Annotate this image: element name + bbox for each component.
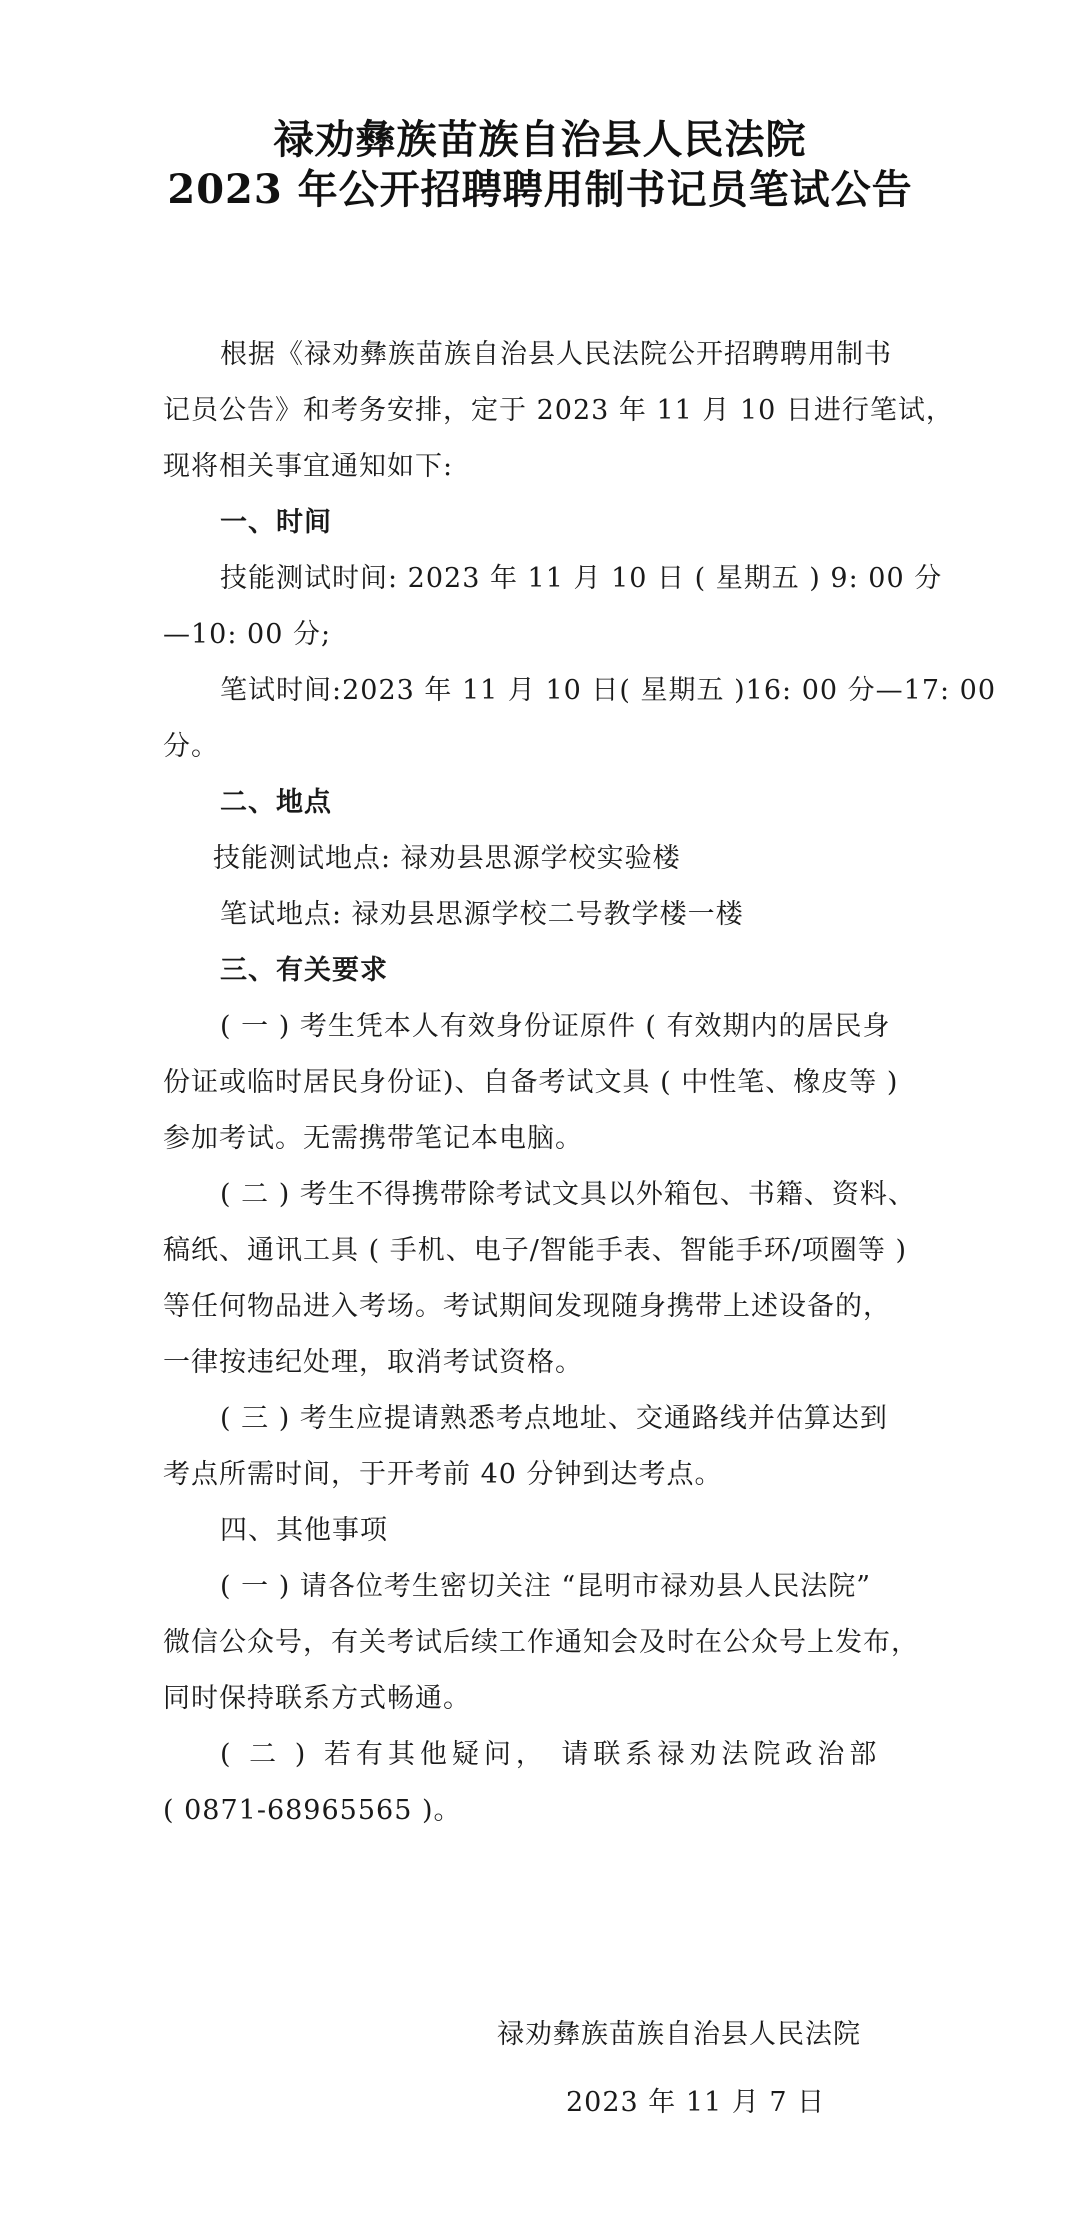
req1-line-2: 份证或临时居民身份证)、自备考试文具 ( 中性笔、橡皮等 )	[163, 1067, 899, 1098]
req2-line-4: 一律按违纪处理，取消考试资格。	[163, 1347, 583, 1378]
skill-time-line-1: 技能测试时间: 2023 年 11 月 10 日 ( 星期五 ) 9: 00 分	[220, 563, 943, 594]
written-time-line-1: 笔试时间:2023 年 11 月 10 日( 星期五 )16: 00 分—17: 00	[220, 675, 997, 706]
skill-place: 技能测试地点: 禄劝县思源学校实验楼	[213, 843, 681, 874]
req3-line-1: ( 三 ) 考生应提请熟悉考点地址、交通路线并估算达到	[220, 1403, 888, 1434]
intro-line-3: 现将相关事宜通知如下:	[163, 451, 454, 482]
other1-line-2: 微信公众号，有关考试后续工作通知会及时在公众号上发布，	[163, 1627, 919, 1658]
written-time-line-2: 分。	[163, 731, 219, 762]
intro-line-1: 根据《禄劝彝族苗族自治县人民法院公开招聘聘用制书	[220, 339, 892, 370]
section4-heading: 四、其他事项	[220, 1515, 388, 1546]
section3-heading: 三、有关要求	[220, 955, 388, 986]
section1-heading: 一、时间	[220, 507, 332, 538]
req2-line-2: 稿纸、通讯工具 ( 手机、电子/智能手表、智能手环/项圈等 )	[163, 1235, 908, 1266]
other1-line-1: ( 一 ) 请各位考生密切关注 “昆明市禄劝县人民法院”	[220, 1571, 872, 1602]
other1-line-3: 同时保持联系方式畅通。	[163, 1683, 471, 1714]
req3-line-2: 考点所需时间，于开考前 40 分钟到达考点。	[163, 1459, 723, 1490]
written-place: 笔试地点: 禄劝县思源学校二号教学楼一楼	[220, 899, 744, 930]
req2-line-3: 等任何物品进入考场。考试期间发现随身携带上述设备的，	[163, 1291, 891, 1322]
title-line-2: 2023 年公开招聘聘用制书记员笔试公告	[167, 166, 913, 213]
other2-line-1: ( 二 ) 若有其他疑问， 请联系禄劝法院政治部	[220, 1739, 882, 1770]
title-line-1: 禄劝彝族苗族自治县人民法院	[273, 116, 807, 163]
req1-line-3: 参加考试。无需携带笔记本电脑。	[163, 1123, 583, 1154]
req1-line-1: ( 一 ) 考生凭本人有效身份证原件 ( 有效期内的居民身	[220, 1011, 891, 1042]
intro-line-2: 记员公告》和考务安排，定于 2023 年 11 月 10 日进行笔试，	[163, 395, 954, 426]
req2-line-1: ( 二 ) 考生不得携带除考试文具以外箱包、书籍、资料、	[220, 1179, 916, 1210]
section2-heading: 二、地点	[220, 787, 332, 818]
other2-line-2: ( 0871-68965565 )。	[163, 1795, 462, 1826]
skill-time-line-2: —10: 00 分;	[163, 619, 332, 650]
signature-date: 2023 年 11 月 7 日	[566, 2087, 826, 2118]
signature-org: 禄劝彝族苗族自治县人民法院	[497, 2019, 861, 2050]
